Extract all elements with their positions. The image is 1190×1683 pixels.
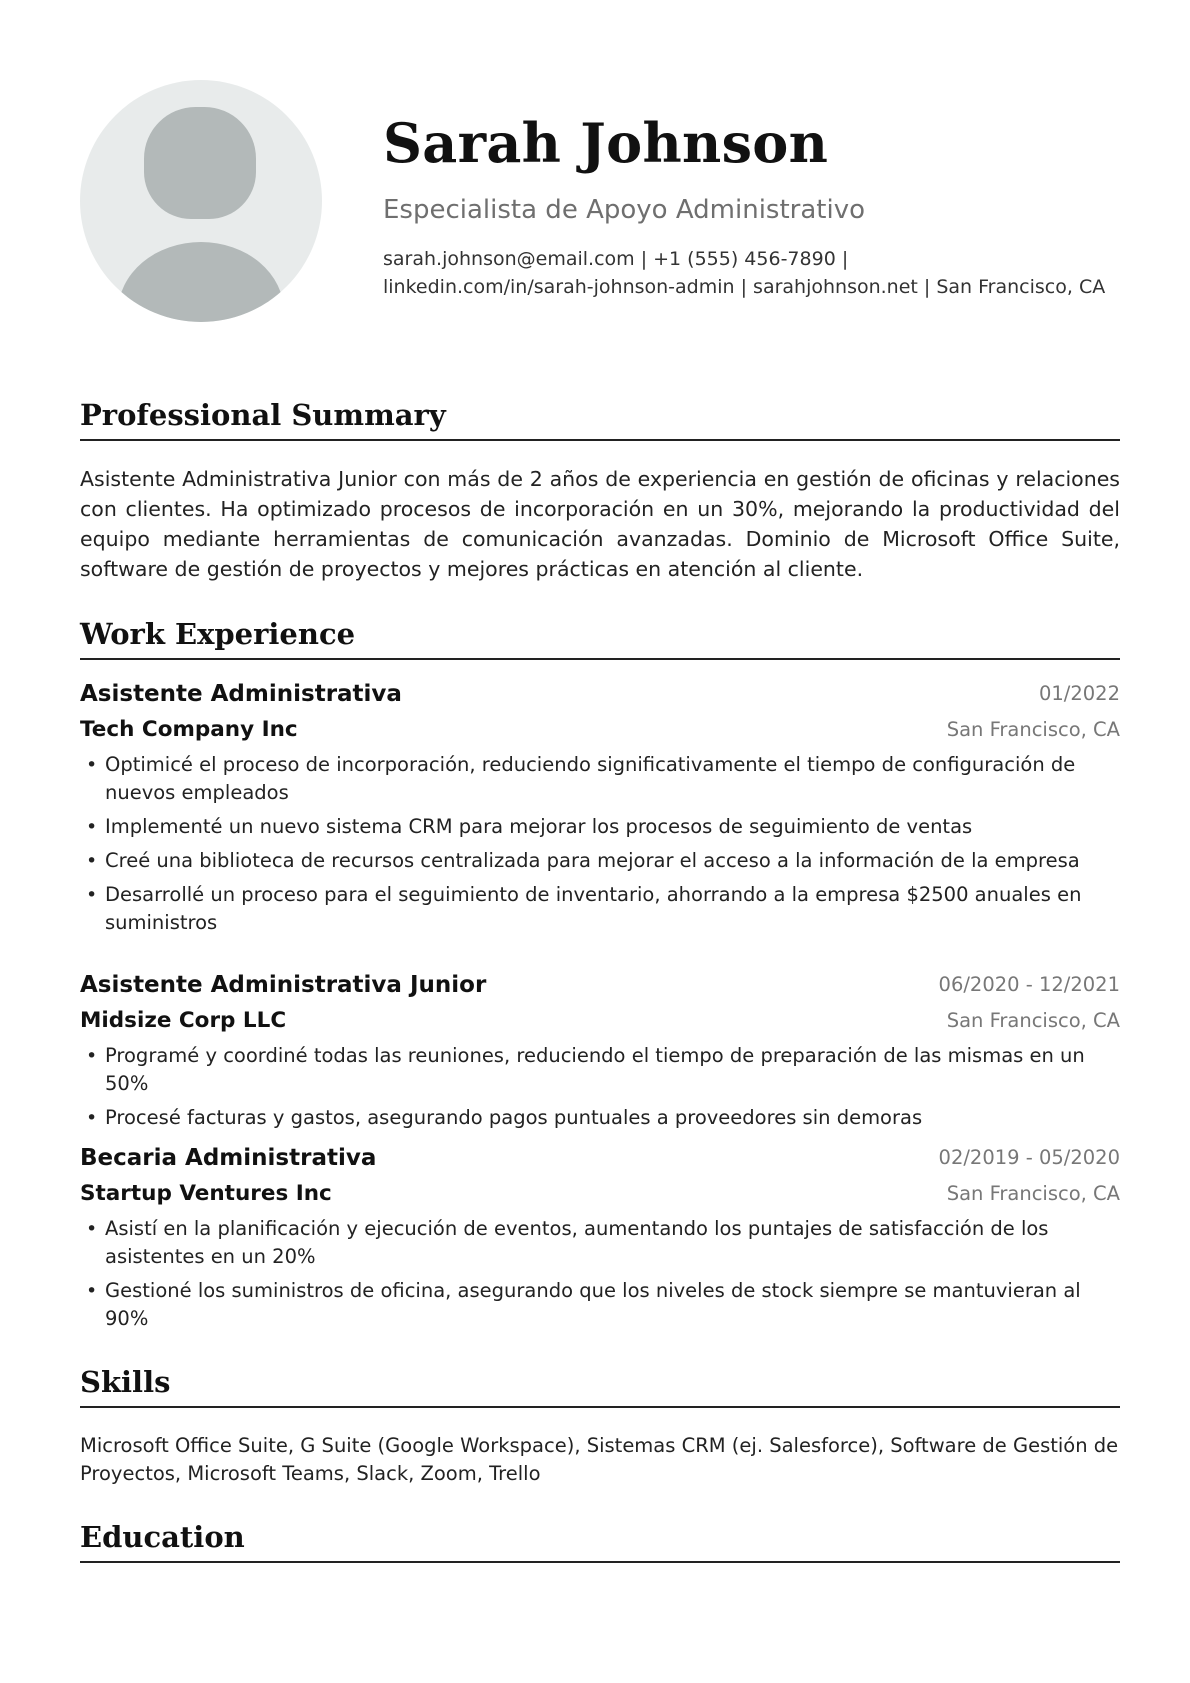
job-location: San Francisco, CA [946,1009,1120,1032]
contact-line-1: sarah.johnson@email.com | +1 (555) 456-7890 | [383,248,849,270]
job-bullet: • Optimicé el proceso de incorporación, reduciendo significativamente el tiempo de configuración de nuevos empleados [86,753,1076,804]
job-bullets [80,1215,1120,1333]
summary-text: Asistente Administrativa Junior con más de 2 años de experiencia en gestión de oficinas y relaciones con clientes. Ha optimizado procesos de incorporación en un 30%, mejorando la productividad del equipo mediante herramientas de comunicación avanzadas. Dominio de Microsoft Office Suite, software de gestión de proyectos y mejores prácticas en atención al cliente. [80,467,1120,581]
job-header-row [80,677,1120,713]
job-location: San Francisco, CA [946,718,1120,741]
job-bullet: • Implementé un nuevo sistema CRM para mejorar los procesos de seguimiento de ventas [80,813,1120,841]
job-bullet: • Asistí en la planificación y ejecución de eventos, aumentando los puntajes de satisfacción de los asistentes en un 20% [86,1217,1049,1268]
job-title: Asistente Administrativa [80,681,402,707]
avatar-placeholder-icon [80,80,322,322]
experience-heading: Work Experience [80,615,1120,660]
job-title: Becaria Administrativa [80,1145,377,1171]
bullet-icon: • [86,1218,98,1240]
contact-line-2: linkedin.com/in/sarah-johnson-admin | sarahjohnson.net | San Francisco, CA [383,276,1106,298]
job-company-row [80,1004,1120,1040]
job-title: Asistente Administrativa Junior [80,972,487,998]
skills-text: Microsoft Office Suite, G Suite (Google Workspace), Sistemas CRM (ej. Salesforce), Software de Gestión de Proyectos, Microsoft Teams, Slack, Zoom, Trello [80,1434,1119,1485]
skills-heading: Skills [80,1363,1120,1408]
bullet-icon: • [86,1107,98,1129]
job-company: Tech Company Inc [80,717,298,742]
job-dates: 02/2019 - 05/2020 [938,1146,1120,1169]
job-entry [80,677,1120,943]
candidate-role: Especialista de Apoyo Administrativo [383,195,865,225]
job-bullet: • Creé una biblioteca de recursos centralizada para mejorar el acceso a la información de la empresa [80,847,1120,875]
bullet-icon: • [86,754,98,776]
avatar-head-shape [144,107,256,219]
job-dates: 06/2020 - 12/2021 [938,973,1120,996]
bullet-icon: • [86,1045,98,1067]
bullet-icon: • [86,816,98,838]
job-entry [80,968,1120,1138]
job-company-row [80,1177,1120,1213]
job-bullet: • Programé y coordiné todas las reuniones, reduciendo el tiempo de preparación de las mismas en un 50% [86,1044,1085,1095]
job-entry [80,1141,1120,1339]
job-bullets [80,751,1120,937]
candidate-name: Sarah Johnson [383,111,829,175]
job-bullet: • Desarrollé un proceso para el seguimiento de inventario, ahorrando a la empresa $2500 anuales en suministros [86,883,1082,934]
job-header-row [80,1141,1120,1177]
contact-info [383,245,1123,301]
job-bullet: • Gestioné los suministros de oficina, asegurando que los niveles de stock siempre se mantuvieran al 90% [86,1279,1081,1330]
bullet-icon: • [86,1280,98,1302]
job-dates: 01/2022 [1038,682,1120,705]
job-header-row [80,968,1120,1004]
bullet-icon: • [86,850,98,872]
job-location: San Francisco, CA [946,1182,1120,1205]
education-heading: Education [80,1518,1120,1563]
avatar-body-shape [118,242,284,322]
job-bullets [80,1042,1120,1132]
job-company-row [80,713,1120,749]
job-bullet: • Procesé facturas y gastos, asegurando pagos puntuales a proveedores sin demoras [80,1104,1120,1132]
job-company: Midsize Corp LLC [80,1008,287,1033]
job-company: Startup Ventures Inc [80,1181,332,1206]
bullet-icon: • [86,884,98,906]
summary-heading: Professional Summary [80,396,1120,441]
